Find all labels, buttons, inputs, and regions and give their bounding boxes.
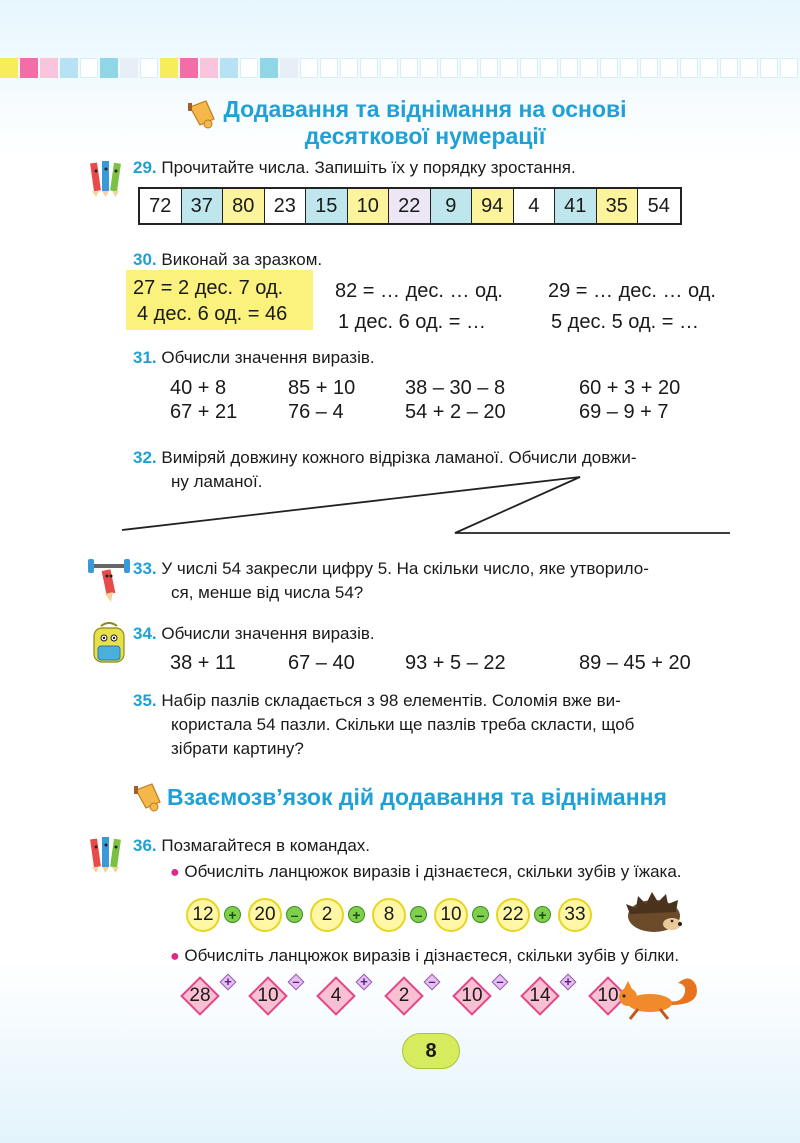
- expression: 38 + 11: [170, 652, 236, 674]
- stripe-segment: [700, 58, 718, 78]
- expression: 40 + 8: [170, 377, 227, 399]
- stripe-segment: [260, 58, 278, 78]
- stripe-segment: [300, 58, 318, 78]
- task-36: [133, 834, 370, 858]
- chain-number-text: 14: [529, 985, 551, 1006]
- number-cell: 37: [182, 189, 224, 223]
- number-cell: 4: [514, 189, 556, 223]
- task-number: 36.: [133, 836, 157, 855]
- stripe-segment: [620, 58, 638, 78]
- stripe-segment: [320, 58, 338, 78]
- task-text: Виконай за зразком.: [161, 250, 323, 269]
- stripe-segment: [20, 58, 38, 78]
- chain-number-text: 4: [330, 985, 342, 1006]
- expression: 67 + 21: [170, 401, 238, 423]
- number-cell: 54: [638, 189, 680, 223]
- stripe-segment: [680, 58, 698, 78]
- stripe-segment: [720, 58, 738, 78]
- stripe-segment: [640, 58, 658, 78]
- task-text: Набір пазлів складається з 98 елементів. Соломія вже ви-: [161, 691, 621, 710]
- stripe-segment: [440, 58, 458, 78]
- expression: 60 + 3 + 20: [579, 377, 681, 399]
- number-cell: 22: [389, 189, 431, 223]
- stripe-segment: [400, 58, 418, 78]
- chain-operator: [288, 974, 304, 990]
- number-cell: 80: [223, 189, 265, 223]
- chain-number: [384, 976, 424, 1016]
- number-cell: 9: [431, 189, 473, 223]
- page-number: 8: [402, 1033, 460, 1069]
- chain-operator: [220, 974, 236, 990]
- stripe-segment: [340, 58, 358, 78]
- chain-number: [180, 976, 220, 1016]
- stripe-segment: [180, 58, 198, 78]
- stripe-segment: [280, 58, 298, 78]
- stripe-segment: [660, 58, 678, 78]
- exercise-3: 1 дес. 6 од. = …: [338, 311, 486, 333]
- bullet-icon: ●: [170, 864, 180, 881]
- task-text: ся, менше від числа 54?: [171, 583, 364, 602]
- expression: 67 – 40: [288, 652, 355, 674]
- sample-line-1: 27 = 2 дес. 7 од.: [133, 277, 284, 299]
- number-cell: 23: [265, 189, 307, 223]
- bullet-icon: ●: [170, 948, 180, 965]
- chain-operator: –: [410, 906, 427, 923]
- task-31: [133, 346, 375, 370]
- bullet-2: [170, 944, 679, 969]
- task-number: 34.: [133, 624, 157, 643]
- stripe-segment: [100, 58, 118, 78]
- bullet-text: Обчисліть ланцюжок виразів і дізнаєтеся, скільки зубів у білки.: [184, 946, 680, 965]
- task-text: Обчисли значення виразів.: [161, 348, 375, 367]
- chain-number: 8: [372, 898, 406, 932]
- stripe-segment: [0, 58, 18, 78]
- chain-number: 10: [434, 898, 468, 932]
- expression: 76 – 4: [288, 401, 344, 423]
- pencil-lifting-weights-icon: [86, 556, 132, 606]
- expression: 85 + 10: [288, 377, 356, 399]
- stripe-segment: [380, 58, 398, 78]
- task-text: ну ламаної.: [171, 472, 263, 491]
- chain-number: [452, 976, 492, 1016]
- task-text: Виміряй довжину кожного відрізка ламаної. Обчисли довжи-: [161, 448, 637, 467]
- operator-text: +: [224, 973, 232, 989]
- operator-text: –: [292, 973, 300, 989]
- task-29: [133, 156, 576, 180]
- task-text: Обчисли значення виразів.: [161, 624, 375, 643]
- chain-number: 20: [248, 898, 282, 932]
- chain-operator: [560, 974, 576, 990]
- chain-number-text: 2: [398, 985, 410, 1006]
- number-row: [138, 187, 682, 225]
- hedgehog-icon: [624, 890, 684, 934]
- chain-number-text: 28: [189, 985, 211, 1006]
- squirrel-icon: [610, 975, 702, 1023]
- chain-operator: [492, 974, 508, 990]
- pencils-icon: [86, 833, 130, 875]
- section-heading-line2: десяткової нумерації: [304, 123, 546, 149]
- bullet-1: [170, 860, 682, 885]
- task-number: 31.: [133, 348, 157, 367]
- expression: 54 + 2 – 20: [405, 401, 506, 423]
- chain-number: 12: [186, 898, 220, 932]
- stripe-segment: [140, 58, 158, 78]
- task-number: 33.: [133, 559, 157, 578]
- number-cell: 41: [555, 189, 597, 223]
- task-30: [133, 248, 322, 272]
- stripe-segment: [200, 58, 218, 78]
- task-text: Прочитайте числа. Запишіть їх у порядку зростання.: [161, 158, 576, 177]
- chain-operator: [424, 974, 440, 990]
- chain-number: [520, 976, 560, 1016]
- decorative-stripe: [0, 58, 800, 78]
- chain-number: [248, 976, 288, 1016]
- bullet-text: Обчисліть ланцюжок виразів і дізнаєтеся, скільки зубів у їжака.: [184, 862, 682, 881]
- number-cell: 94: [472, 189, 514, 223]
- stripe-segment: [540, 58, 558, 78]
- section-heading-line1: Додавання та віднімання на основі: [223, 96, 627, 122]
- expression: 69 – 9 + 7: [579, 401, 669, 423]
- stripe-segment: [220, 58, 238, 78]
- task-number: 32.: [133, 448, 157, 467]
- chain-number: [316, 976, 356, 1016]
- stripe-segment: [240, 58, 258, 78]
- task-32: [133, 446, 733, 494]
- task-text: Позмагайтеся в командах.: [161, 836, 371, 855]
- stripe-segment: [80, 58, 98, 78]
- chain-number: 2: [310, 898, 344, 932]
- stripe-segment: [360, 58, 378, 78]
- task-33: [133, 557, 743, 605]
- chain-operator: –: [286, 906, 303, 923]
- chain-number: 22: [496, 898, 530, 932]
- chain-operator: –: [472, 906, 489, 923]
- exercise-1: 82 = … дес. … од.: [335, 280, 503, 302]
- exercise-2: 29 = … дес. … од.: [548, 280, 716, 302]
- number-cell: 35: [597, 189, 639, 223]
- task-text: користала 54 пазли. Скільки ще пазлів треба скласти, щоб: [171, 715, 635, 734]
- section-heading-1: [205, 96, 645, 150]
- stripe-segment: [520, 58, 538, 78]
- operator-text: –: [496, 973, 504, 989]
- stripe-segment: [460, 58, 478, 78]
- chain-number-text: 10: [597, 985, 619, 1006]
- bell-icon: [132, 780, 162, 814]
- chain-operator: +: [224, 906, 241, 923]
- stripe-segment: [420, 58, 438, 78]
- number-cell: 10: [348, 189, 390, 223]
- stripe-segment: [600, 58, 618, 78]
- task-35: [133, 689, 743, 761]
- section-heading-2: Взаємозв’язок дій додавання та віднімання: [167, 784, 667, 810]
- stripe-segment: [480, 58, 498, 78]
- chain-operator: [356, 974, 372, 990]
- task-number: 29.: [133, 158, 157, 177]
- chain-number-text: 10: [257, 985, 279, 1006]
- task-number: 35.: [133, 691, 157, 710]
- operator-text: +: [564, 973, 572, 989]
- stripe-segment: [560, 58, 578, 78]
- pencils-icon: [86, 157, 130, 199]
- exercise-4: 5 дес. 5 од. = …: [551, 311, 699, 333]
- stripe-segment: [40, 58, 58, 78]
- backpack-icon: [86, 622, 132, 666]
- stripe-segment: [780, 58, 798, 78]
- stripe-segment: [500, 58, 518, 78]
- task-number: 30.: [133, 250, 157, 269]
- chain-operator: +: [348, 906, 365, 923]
- stripe-segment: [760, 58, 778, 78]
- operator-text: +: [360, 973, 368, 989]
- task-text: зібрати картину?: [171, 739, 304, 758]
- stripe-segment: [580, 58, 598, 78]
- chain-number-text: 10: [461, 985, 483, 1006]
- stripe-segment: [120, 58, 138, 78]
- chain-number: 33: [558, 898, 592, 932]
- expression: 38 – 30 – 8: [405, 377, 506, 399]
- stripe-segment: [160, 58, 178, 78]
- number-cell: 15: [306, 189, 348, 223]
- stripe-segment: [60, 58, 78, 78]
- sample-line-2: 4 дес. 6 од. = 46: [137, 303, 288, 325]
- chain-operator: +: [534, 906, 551, 923]
- expression: 93 + 5 – 22: [405, 652, 506, 674]
- task-34: [133, 622, 375, 646]
- stripe-segment: [740, 58, 758, 78]
- task-text: У числі 54 закресли цифру 5. На скільки число, яке утворило-: [161, 559, 649, 578]
- number-cell: 72: [140, 189, 182, 223]
- expression: 89 – 45 + 20: [579, 652, 691, 674]
- operator-text: –: [428, 973, 436, 989]
